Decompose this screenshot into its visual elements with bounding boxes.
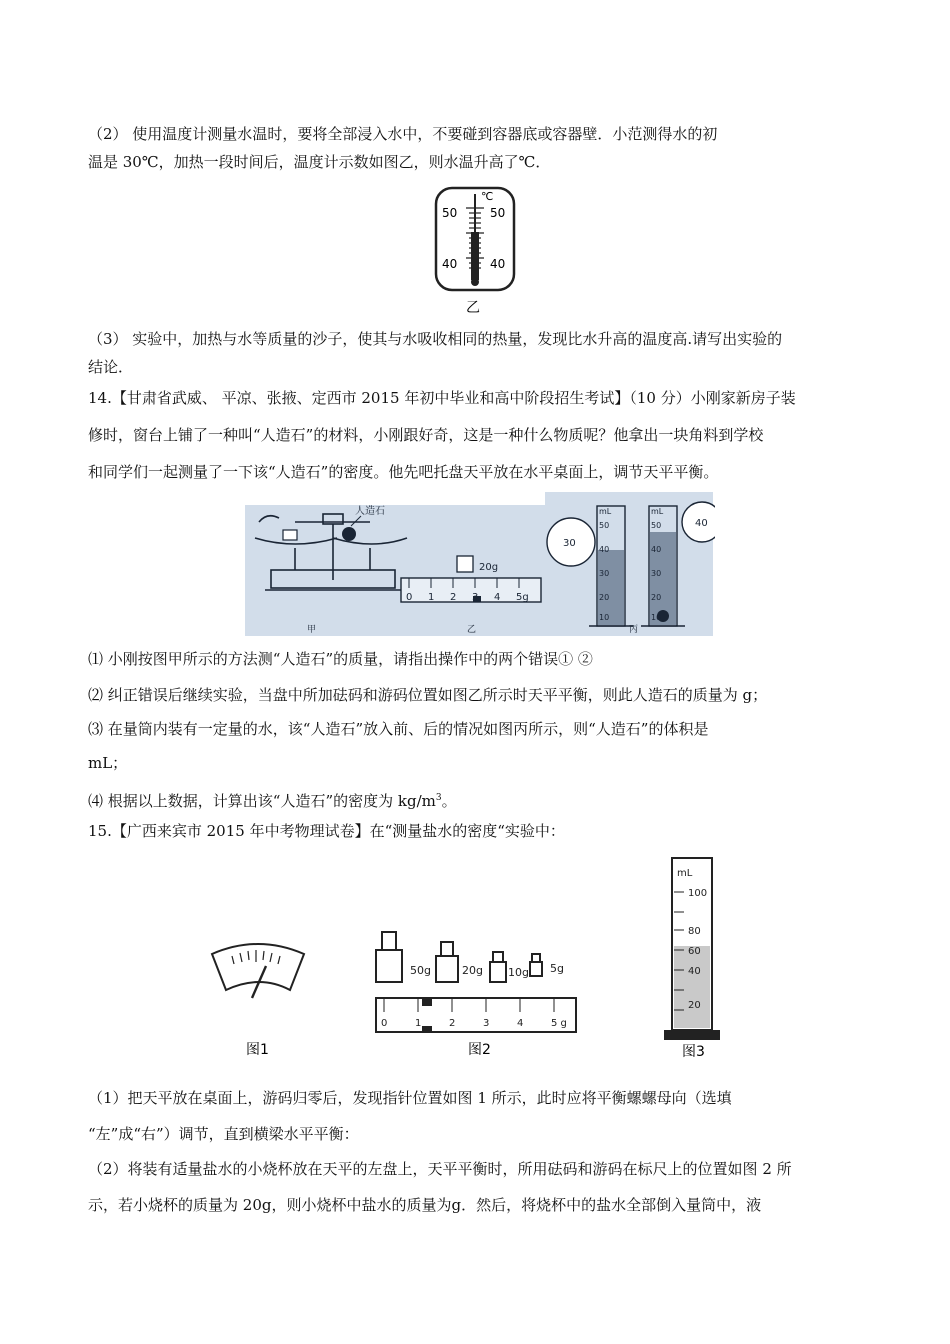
text: mL； [88, 754, 128, 772]
ruler-2 [376, 998, 576, 1032]
tick-label: 50 [490, 206, 506, 220]
text: （选填 [686, 1089, 732, 1107]
cyl-tick-label: 20 [688, 1000, 701, 1011]
ruler-tick-label: 2 [449, 1018, 456, 1029]
tick-label: 50 [442, 206, 458, 220]
text: ② [573, 650, 593, 668]
cyl-tick-label: 30 [651, 569, 662, 578]
cyl-tick-label: 30 [599, 569, 610, 578]
figure-caption: 乙 [467, 625, 477, 635]
text: 温是 30℃，加热一段时间后，温度计示数如图乙，则水温升高了 [88, 153, 519, 171]
cyl-tick-label: 40 [688, 966, 701, 977]
weight-label: 10g [508, 966, 529, 979]
tick-label: 40 [442, 257, 458, 271]
weight-label: 50g [410, 964, 431, 977]
text: （2） 使用温度计测量水温时，要将 [88, 125, 328, 143]
pointer-dial [212, 944, 304, 998]
text: 结论． [88, 358, 134, 376]
cyl-tick-label: 40 [599, 545, 610, 554]
cyl-tick-label: mL [599, 507, 612, 516]
cyl-tick-label: 50 [599, 521, 610, 530]
cyl-tick-label: 40 [651, 545, 662, 554]
ruler-tick-label: 1 [415, 1018, 422, 1029]
ruler-tick-label: 4 [517, 1018, 524, 1029]
text: 14.【甘肃省武威、 平凉、张掖、定西市 2015 年初中毕业和高中阶段招生考试】（10 分）小刚家新房子装 [88, 389, 796, 407]
cyl-tick-label: 60 [688, 946, 701, 957]
weight-label: 20g [462, 964, 483, 977]
text: ⑴ 小刚按图甲所示的方法测“人造石”的质量，请指出操作中的两个错误① [88, 650, 574, 668]
text: 桌面上，游码归零后，发现指针位置如图 1 所示，此时应将平衡螺螺母向 [202, 1089, 687, 1107]
unit-label: ℃ [481, 190, 494, 203]
ruler-tick-label: 3 [483, 1018, 490, 1029]
text: kg/m [393, 792, 436, 810]
text: （1）把天平放在 [88, 1089, 203, 1107]
text: “左”成“右”）调节，直到横梁水平平衡： [88, 1125, 359, 1143]
text: ⑵ 纠正错误后继续实验，当盘中所加砝码和游码位置如图乙所示时天平平衡，则此人造石的质量为 [88, 686, 738, 704]
thermometer-figure [428, 186, 524, 322]
zoom-label: 40 [695, 518, 708, 529]
text: （3） 实验中，加热与水等质量的沙子，使其与水吸收相同的热量，发现比水升高的温度高.请写出实验的 [88, 330, 783, 348]
q14-sub3 [88, 719, 708, 739]
figure-caption: 甲 [307, 625, 317, 635]
tick-label: 40 [490, 257, 506, 271]
figure-caption: 丙 [629, 625, 639, 635]
ruler-tick-label: 1 [428, 592, 435, 603]
ruler-tick-label: 5 g [551, 1018, 567, 1029]
q13-part2-line2 [88, 152, 550, 172]
cyl-tick-label: 50 [651, 521, 662, 530]
cyl-tick-label: 10 [599, 613, 610, 622]
q15-header [88, 821, 565, 841]
text: ⑶ 在量筒内装有一定量的水，该“人造石”放入前、后的情况如图丙所示，则“人造石”的体积是 [88, 720, 709, 738]
weight-label: 20g [479, 562, 499, 573]
cyl-tick-label: mL [677, 868, 693, 879]
ruler-tick-label: 2 [450, 592, 457, 603]
weight-20g [457, 556, 473, 572]
ruler-tick-label: 3 [472, 592, 479, 603]
q15-part1-line1 [88, 1088, 732, 1108]
q14-sub2 [88, 685, 767, 705]
text: 。 [441, 792, 457, 810]
q14-sub4 [88, 788, 457, 811]
cyl-tick-label: 10 [651, 613, 662, 622]
balance-cylinder-figure [245, 492, 715, 636]
text: （2）将装有适量盐水的小烧杯放在天平的左盘上，天平平衡时，所用砝码和游码在标尺上的位置如图 2 所 [88, 1160, 792, 1178]
figure-caption: 图3 [682, 1044, 705, 1060]
q13-part3-line1 [88, 329, 782, 349]
q14-header-line1 [88, 388, 796, 408]
q14-header-line2 [88, 425, 763, 445]
q14-sub1 [88, 649, 593, 669]
text: 15.【广西来宾市 2015 年中考物理试卷】在“测量盐水的密度“实验中： [88, 822, 565, 840]
text: 修时，窗台上铺了一种叫“人造石”的材料，小刚跟好奇，这是一种什么物质呢？他拿出一块角料到学校 [88, 426, 764, 444]
text: g； [737, 686, 768, 704]
text: 全部浸入水中，不要碰到容器底或容器壁．小范测得水的初 [327, 125, 718, 143]
figure-caption: 图2 [468, 1042, 491, 1058]
salt-water-figure [200, 850, 760, 1072]
text: ℃． [518, 153, 551, 171]
q14-sub3-cont [88, 753, 127, 773]
stone-label: 人造石 [355, 506, 385, 517]
q14-header-line3 [88, 462, 718, 482]
cyl-tick-label: 20 [599, 593, 610, 602]
weight-label: 5g [550, 962, 564, 975]
figure-caption: 乙 [466, 300, 480, 316]
figure-caption: 图1 [246, 1042, 269, 1058]
cyl-tick-label: 80 [688, 926, 701, 937]
text: 和同学们一起测量了一下该“人造石”的密度。他先吧托盘天平放在水平桌面上，调节天平平衡。 [88, 463, 719, 481]
ruler-tick-label: 4 [494, 592, 501, 603]
q15-part1-line2 [88, 1124, 359, 1144]
q15-part2-line1 [88, 1159, 792, 1179]
zoom-label: 30 [563, 538, 576, 549]
ruler-tick-label: 0 [381, 1018, 388, 1029]
q13-part3-line2 [88, 357, 133, 377]
text: 示，若小烧杯的质量为 20g，则小烧杯中盐水的质量为 [88, 1196, 452, 1214]
ruler-tick-label: 5g [516, 592, 529, 603]
q13-part2-line1 [88, 124, 717, 144]
cyl-tick-label: 20 [651, 593, 662, 602]
q15-part2-line2 [88, 1195, 761, 1215]
cyl-tick-label: mL [651, 507, 664, 516]
text: g．然后，将烧杯中的盐水全部倒入量筒中，液 [451, 1196, 762, 1214]
superscript: 3 [435, 793, 442, 803]
ruler-tick-label: 0 [406, 592, 413, 603]
cyl-tick-label: 100 [688, 888, 708, 899]
text: ⑷ 根据以上数据，计算出该“人造石”的密度为 [88, 792, 394, 810]
